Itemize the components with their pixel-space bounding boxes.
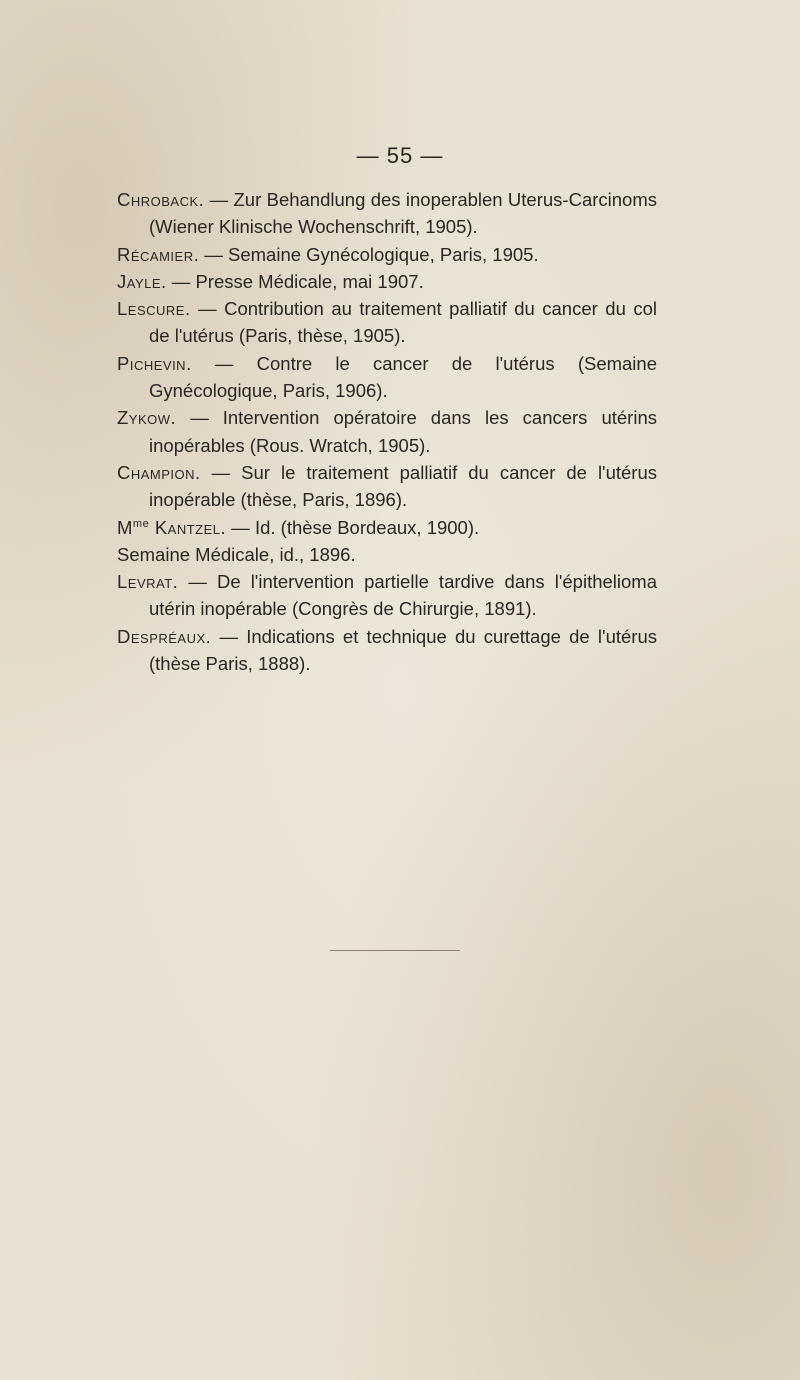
reference-entry bbox=[117, 541, 657, 568]
reference-author: Champion. bbox=[117, 461, 201, 483]
reference-entry bbox=[117, 186, 657, 241]
reference-entry bbox=[117, 295, 657, 350]
reference-text: — Presse Médicale, mai 1907. bbox=[166, 270, 424, 292]
reference-entry bbox=[117, 404, 657, 459]
reference-text: — Semaine Gynécologique, Paris, 1905. bbox=[199, 243, 539, 265]
reference-author: Récamier. bbox=[117, 243, 200, 265]
end-divider-rule bbox=[330, 950, 460, 951]
reference-author: Chroback. bbox=[117, 189, 205, 210]
reference-text: — Id. (thèse Bordeaux, 1900). bbox=[226, 516, 480, 538]
author-title-superscript: me bbox=[132, 517, 150, 530]
author-title-prefix: M bbox=[117, 516, 133, 538]
reference-text: Semaine Médicale, id., 1896. bbox=[117, 543, 356, 565]
reference-text: — Zur Behandlung des inoperablen Uterus-Carcinoms (Wiener Klinische Wochenschrift, 1905). bbox=[149, 189, 657, 238]
reference-author: Despréaux. bbox=[117, 625, 212, 647]
reference-entry bbox=[117, 514, 657, 541]
page-number: — 55 — bbox=[356, 143, 444, 168]
reference-text: — De l'intervention partielle tardive dans l'épithelioma utérin inopérable (Congrès de Chirurgie, 1891). bbox=[149, 571, 657, 620]
reference-author: Lescure. bbox=[117, 298, 191, 320]
reference-author: Pichevin. bbox=[117, 352, 192, 374]
reference-text: — Sur le traitement palliatif du cancer de l'utérus inopérable (thèse, Paris, 1896). bbox=[149, 461, 657, 511]
reference-entry bbox=[117, 268, 657, 295]
bibliography-list bbox=[117, 186, 657, 677]
reference-entry bbox=[117, 623, 657, 678]
reference-entry bbox=[117, 350, 657, 405]
reference-entry bbox=[117, 459, 657, 514]
reference-text: — Contre le cancer de l'utérus (Semaine Gynécologique, Paris, 1906). bbox=[149, 352, 657, 402]
reference-author bbox=[117, 517, 226, 538]
reference-text: — Indications et technique du curettage de l'utérus (thèse Paris, 1888). bbox=[149, 625, 657, 675]
reference-author: Jayle. bbox=[117, 270, 167, 292]
reference-entry bbox=[117, 241, 657, 268]
author-name: Kantzel. bbox=[149, 516, 227, 538]
reference-author: Zykow. bbox=[117, 407, 177, 429]
reference-text: — Intervention opératoire dans les cancers utérins inopérables (Rous. Wratch, 1905). bbox=[149, 407, 657, 456]
reference-author: Levrat. bbox=[117, 571, 179, 593]
reference-text: — Contribution au traitement palliatif du cancer du col de l'utérus (Paris, thèse, 1905). bbox=[149, 298, 657, 347]
reference-entry bbox=[117, 568, 657, 623]
